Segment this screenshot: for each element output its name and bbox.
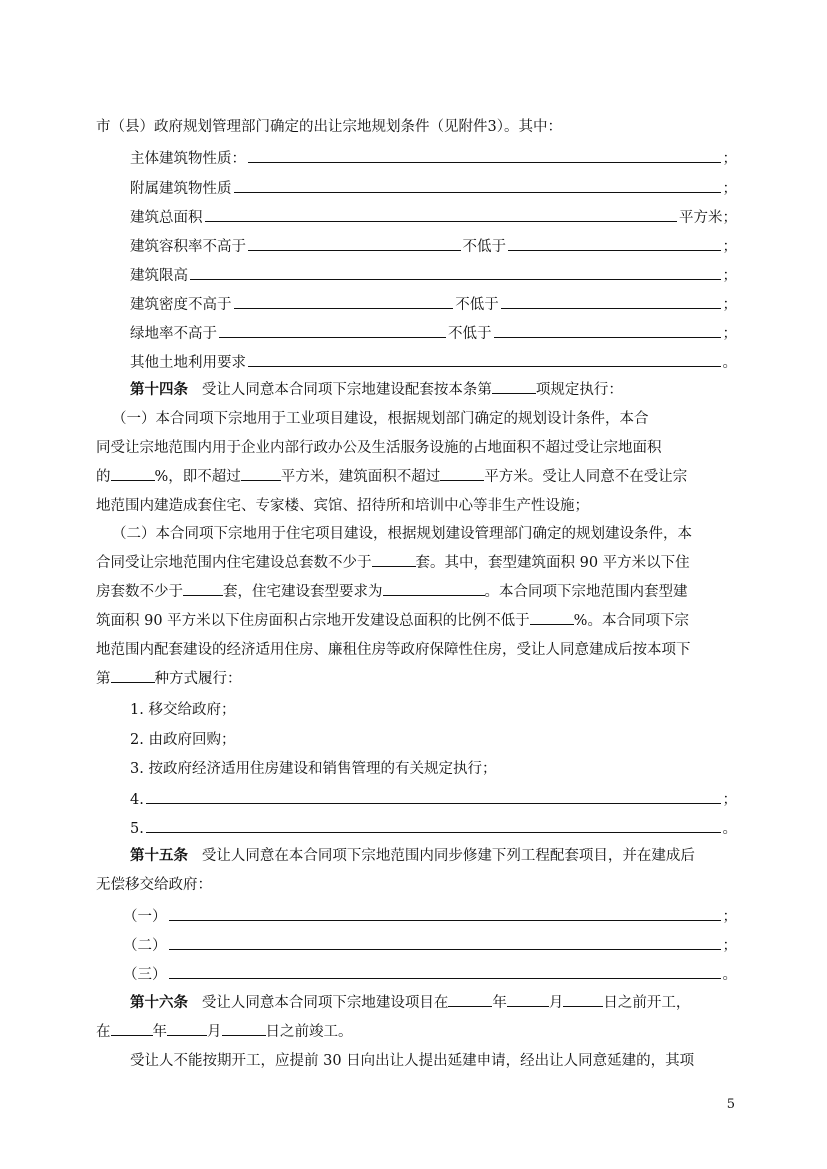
condition-height-limit: 建筑限高 ； <box>130 261 737 287</box>
art14-item-4: 4. ； <box>130 785 737 811</box>
condition-other: 其他土地利用要求 。 <box>130 348 737 374</box>
condition-aux-building: 附属建筑物性质 ； <box>130 174 737 200</box>
art14-p2-line2: 合同受让宗地范围内住宅建设总套数不少于 套。其中，套型建筑面积 90 平方米以下住 <box>96 550 737 576</box>
art15-line2: 无偿移交给政府： <box>96 877 212 893</box>
art14-p1-line4: 地范围内建造成套住宅、专家楼、宾馆、招待所和培训中心等非生产性设施； <box>96 498 589 514</box>
art14-item-1: 1. 移交给政府； <box>130 702 236 718</box>
condition-green-ratio: 绿地率不高于 不低于 ； <box>130 319 737 345</box>
art15-title: 第十五条 <box>130 847 188 864</box>
art16-line2: 在 年 月 日之前竣工。 <box>96 1019 737 1045</box>
condition-density: 建筑密度不高于 不低于 ； <box>130 290 737 316</box>
page-number: 5 <box>726 1097 735 1112</box>
art14-heading: 第十四条 受让人同意本合同项下宗地建设配套按本条第 项规定执行： <box>130 377 737 403</box>
art14-p1-line3: 的 %，即不超过 平方米，建筑面积不超过 平方米。受让人同意不在受让宗 <box>96 464 737 490</box>
art16-heading: 第十六条 受让人同意本合同项下宗地建设项目在 年 月 日之前开工， <box>130 990 737 1016</box>
art15-item-1: （一） ； <box>123 902 737 928</box>
art15-item-3: （三） 。 <box>123 960 737 986</box>
art14-p2-line3: 房套数不少于 套，住宅建设套型要求为 。本合同项下宗地范围内套型建 <box>96 579 737 605</box>
art15-heading: 第十五条 受让人同意在本合同项下宗地范围内同步修建下列工程配套项目，并在建成后 <box>130 847 695 864</box>
condition-plot-ratio: 建筑容积率不高于 不低于 ； <box>130 232 737 258</box>
art14-p2-line6: 第 种方式履行： <box>96 666 737 692</box>
art14-title: 第十四条 <box>130 381 188 398</box>
art14-item-5: 5. 。 <box>130 814 737 840</box>
intro-line: 市（县）政府规划管理部门确定的出让宗地规划条件（见附件3）。其中： <box>96 119 562 135</box>
art14-p2-line4: 筑面积 90 平方米以下住房面积占宗地开发建设总面积的比例不低于 %。本合同项下宗 <box>96 608 737 634</box>
art14-p1-line1: （一）本合同项下宗地用于工业项目建设，根据规划部门确定的规划设计条件，本合 <box>112 411 649 427</box>
art15-item-2: （二） ； <box>123 931 737 957</box>
art14-p1-line2: 同受让宗地范围内用于企业内部行政办公及生活服务设施的占地面积不超过受让宗地面积 <box>96 440 662 456</box>
art14-item-2: 2. 由政府回购； <box>130 732 236 748</box>
art14-p2-line1: （二）本合同项下宗地用于住宅项目建设，根据规划建设管理部门确定的规划建设条件，本 <box>112 526 692 542</box>
condition-total-area: 建筑总面积 平方米； <box>130 203 737 229</box>
art16-title: 第十六条 <box>130 994 188 1011</box>
art14-p2-line5: 地范围内配套建设的经济适用住房、廉租住房等政府保障性住房，受让人同意建成后按本项下 <box>96 642 691 658</box>
art14-item-3: 3. 按政府经济适用住房建设和销售管理的有关规定执行； <box>130 761 497 777</box>
art16-p2: 受让人不能按期开工，应提前 30 日向出让人提出延建申请，经出让人同意延建的，其项 <box>130 1053 695 1069</box>
condition-main-building: 主体建筑物性质： ； <box>130 144 737 170</box>
